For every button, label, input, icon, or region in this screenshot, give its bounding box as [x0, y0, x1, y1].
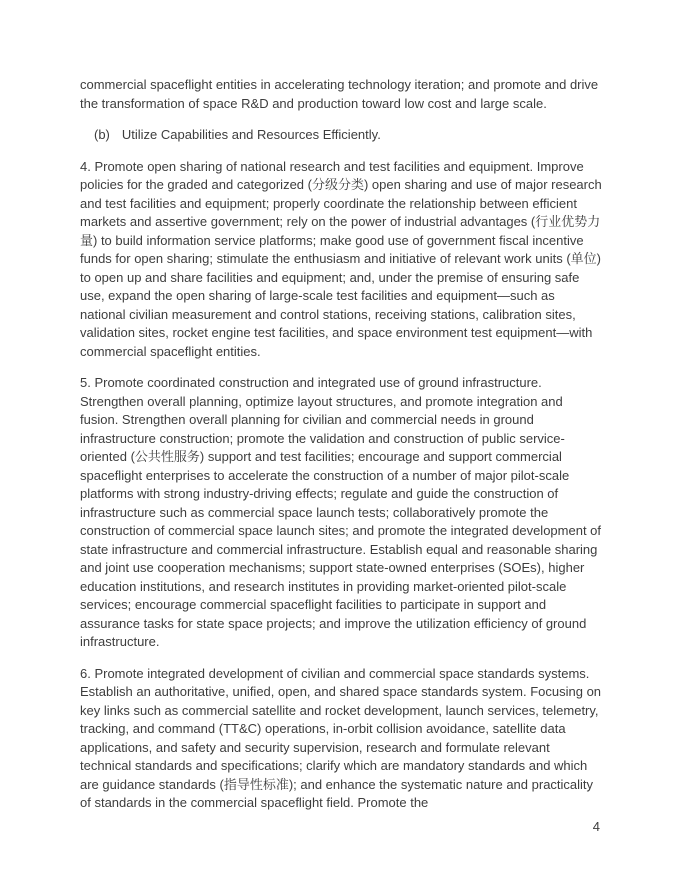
page-number: 4 — [592, 819, 600, 834]
section-heading-b — [80, 126, 602, 145]
continuation-paragraph: commercial spaceflight entities in accelerating technology iteration; and promote and drive the transformation of space R&D and production toward low cost and large scale. — [80, 77, 599, 111]
item-4-paragraph: 4. Promote open sharing of national research and test facilities and equipment. Improve policies for the graded and categorized (分级分类) open sharing and use of major research and test facilities and equipment; properly coordinate the relationship between efficient markets and assertive government; rely on the power of industrial advantages (行业优势力量) to build information service platforms; make good use of government fiscal incentive funds for open sharing; stimulate the enthusiasm and initiative of relevant work units (单位) to open up and share facilities and equipment; and, under the premise of ensuring safe use, expand the open sharing of large-scale test facilities and equipment—such as national civilian measurement and control stations, receiving stations, calibration sites, validation sites, rocket engine test facilities, and space environment test equipment—with commercial spaceflight entities. — [80, 158, 602, 359]
item-5-paragraph: 5. Promote coordinated construction and integrated use of ground infrastructure. Strengthen overall planning, optimize layout structures, and promote integration and fusion. Strengthen overall planning for civilian and commercial needs in ground infrastructure construction; promote the validation and construction of public service-oriented (公共性服务) support and test facilities; encourage and support commercial spaceflight enterprises to accelerate the construction of a number of major pilot-scale platforms with strong industry-driving effects; regulate and guide the construction of infrastructure such as commercial space launch tests; collaboratively promote the construction of commercial space launch sites; and promote the integrated development of state infrastructure and commercial infrastructure. Establish equal and reasonable sharing and joint use cooperation mechanisms; support state-owned enterprises (SOEs), higher education institutions, and research institutes in providing market-oriented pilot-scale services; encourage commercial spaceflight facilities to participate in support and assurance tasks for state space projects; and improve the utilization efficiency of ground infrastructure. — [80, 375, 602, 649]
section-heading-text: Utilize Capabilities and Resources Efficiently. — [121, 127, 381, 142]
section-heading-label: (b) — [94, 127, 110, 142]
item-6-paragraph: 6. Promote integrated development of civilian and commercial space standards systems. Establish an authoritative, unified, open, and shared space standards system. Focusing on key links such as commercial satellite and rocket development, launch services, telemetry, tracking, and command (TT&C) operations, in-orbit collision avoidance, satellite data applications, and safety and security supervision, research and formulate relevant technical standards and specifications; clarify which are mandatory standards and which are guidance standards (指导性标准); and enhance the systematic nature and practicality of standards in the commercial spaceflight field. Promote the — [80, 665, 602, 810]
document-content — [80, 76, 602, 826]
